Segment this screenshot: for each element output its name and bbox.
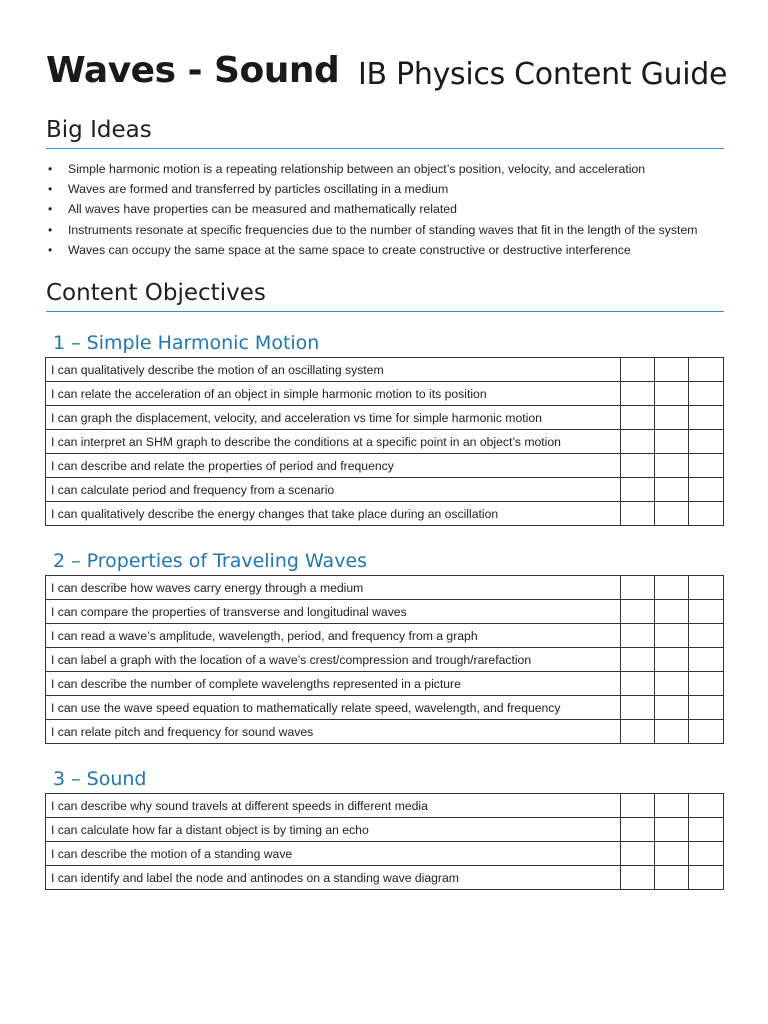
bullet-icon: • — [48, 162, 53, 176]
checkbox-cell-3[interactable] — [689, 818, 724, 842]
section-heading-shm: 1 – Simple Harmonic Motion — [53, 332, 320, 354]
list-item — [46, 240, 746, 260]
checkbox-cell-2[interactable] — [655, 672, 689, 696]
checkbox-cell-2[interactable] — [655, 794, 689, 818]
objective-text: I can read a wave’s amplitude, wavelength, period, and frequency from a graph — [46, 624, 621, 648]
table-row — [46, 720, 724, 744]
table-row — [46, 624, 724, 648]
objective-text: I can interpret an SHM graph to describe the conditions at a specific point in an object’s motion — [46, 430, 621, 454]
content-objectives-heading: Content Objectives — [46, 280, 724, 312]
list-item — [46, 199, 746, 219]
checkbox-cell-3[interactable] — [689, 600, 724, 624]
checkbox-cell-3[interactable] — [689, 454, 724, 478]
checkbox-cell-3[interactable] — [689, 648, 724, 672]
checkbox-cell-2[interactable] — [655, 502, 689, 526]
big-ideas-heading: Big Ideas — [46, 117, 724, 149]
table-row — [46, 600, 724, 624]
objective-text: I can relate pitch and frequency for sound waves — [46, 720, 621, 744]
objective-text: I can compare the properties of transverse and longitudinal waves — [46, 600, 621, 624]
objective-text: I can describe why sound travels at different speeds in different media — [46, 794, 621, 818]
checkbox-cell-3[interactable] — [689, 502, 724, 526]
checkbox-cell-2[interactable] — [655, 720, 689, 744]
big-idea-text: Instruments resonate at specific frequencies due to the number of standing waves that fit in the length of the system — [68, 222, 698, 237]
checkbox-cell-1[interactable] — [621, 866, 655, 890]
checkbox-cell-1[interactable] — [621, 406, 655, 430]
checkbox-cell-2[interactable] — [655, 842, 689, 866]
objective-text: I can describe the motion of a standing wave — [46, 842, 621, 866]
list-item — [46, 220, 746, 240]
table-row — [46, 696, 724, 720]
big-ideas-list — [46, 159, 746, 260]
checkbox-cell-1[interactable] — [621, 672, 655, 696]
checkbox-cell-2[interactable] — [655, 382, 689, 406]
checkbox-cell-2[interactable] — [655, 600, 689, 624]
bullet-icon: • — [48, 182, 53, 197]
checkbox-cell-3[interactable] — [689, 842, 724, 866]
checkbox-cell-2[interactable] — [655, 454, 689, 478]
table-row — [46, 478, 724, 502]
checkbox-cell-3[interactable] — [689, 794, 724, 818]
checkbox-cell-2[interactable] — [655, 696, 689, 720]
objective-text: I can identify and label the node and antinodes on a standing wave diagram — [46, 866, 621, 890]
list-item — [46, 159, 746, 179]
title-row — [46, 50, 728, 100]
checkbox-cell-2[interactable] — [655, 818, 689, 842]
table-row — [46, 454, 724, 478]
table-row — [46, 358, 724, 382]
bullet-icon: • — [48, 222, 53, 237]
section-heading-sound: 3 – Sound — [53, 768, 147, 790]
table-row — [46, 430, 724, 454]
checkbox-cell-3[interactable] — [689, 576, 724, 600]
table-row — [46, 576, 724, 600]
objective-text: I can describe and relate the properties of period and frequency — [46, 454, 621, 478]
objective-text: I can use the wave speed equation to mathematically relate speed, wavelength, and frequency — [46, 696, 621, 720]
checkbox-cell-1[interactable] — [621, 842, 655, 866]
table-row — [46, 648, 724, 672]
checkbox-cell-2[interactable] — [655, 478, 689, 502]
big-idea-text: Waves are formed and transferred by particles oscillating in a medium — [68, 182, 449, 197]
list-item — [46, 179, 746, 199]
checkbox-cell-1[interactable] — [621, 624, 655, 648]
objectives-table-sound — [45, 793, 724, 890]
table-row — [46, 842, 724, 866]
objective-text: I can qualitatively describe the motion of an oscillating system — [46, 358, 621, 382]
checkbox-cell-1[interactable] — [621, 382, 655, 406]
table-row — [46, 502, 724, 526]
big-idea-text: All waves have properties can be measured and mathematically related — [68, 202, 457, 217]
checkbox-cell-1[interactable] — [621, 478, 655, 502]
checkbox-cell-1[interactable] — [621, 454, 655, 478]
checkbox-cell-3[interactable] — [689, 406, 724, 430]
checkbox-cell-2[interactable] — [655, 406, 689, 430]
checkbox-cell-1[interactable] — [621, 818, 655, 842]
big-idea-text: Simple harmonic motion is a repeating relationship between an object’s position, velocity, and acceleration — [68, 162, 646, 176]
objective-text: I can describe how waves carry energy through a medium — [46, 576, 621, 600]
checkbox-cell-1[interactable] — [621, 576, 655, 600]
table-row — [46, 794, 724, 818]
checkbox-cell-3[interactable] — [689, 720, 724, 744]
checkbox-cell-2[interactable] — [655, 648, 689, 672]
section-heading-traveling-waves: 2 – Properties of Traveling Waves — [53, 550, 368, 572]
checkbox-cell-3[interactable] — [689, 624, 724, 648]
objective-text: I can calculate period and frequency from a scenario — [46, 478, 621, 502]
page-title: Waves - Sound — [46, 50, 340, 91]
objective-text: I can relate the acceleration of an object in simple harmonic motion to its position — [46, 382, 621, 406]
checkbox-cell-1[interactable] — [621, 502, 655, 526]
table-row — [46, 406, 724, 430]
checkbox-cell-3[interactable] — [689, 696, 724, 720]
checkbox-cell-2[interactable] — [655, 358, 689, 382]
objective-text: I can label a graph with the location of a wave’s crest/compression and trough/rarefaction — [46, 648, 621, 672]
objective-text: I can describe the number of complete wavelengths represented in a picture — [46, 672, 621, 696]
checkbox-cell-2[interactable] — [655, 576, 689, 600]
checkbox-cell-1[interactable] — [621, 696, 655, 720]
checkbox-cell-2[interactable] — [655, 866, 689, 890]
objectives-table-shm — [45, 357, 724, 526]
table-row — [46, 382, 724, 406]
table-row — [46, 818, 724, 842]
page-subtitle: IB Physics Content Guide — [358, 57, 728, 92]
checkbox-cell-3[interactable] — [689, 478, 724, 502]
checkbox-cell-2[interactable] — [655, 624, 689, 648]
bullet-icon: • — [48, 242, 53, 257]
big-idea-text: Waves can occupy the same space at the same space to create constructive or destructive interference — [68, 242, 631, 257]
objective-text: I can calculate how far a distant object is by timing an echo — [46, 818, 621, 842]
checkbox-cell-3[interactable] — [689, 358, 724, 382]
table-row — [46, 866, 724, 890]
objective-text: I can qualitatively describe the energy changes that take place during an oscillation — [46, 502, 621, 526]
objectives-table-traveling-waves — [45, 575, 724, 744]
checkbox-cell-1[interactable] — [621, 358, 655, 382]
checkbox-cell-3[interactable] — [689, 382, 724, 406]
checkbox-cell-1[interactable] — [621, 648, 655, 672]
bullet-icon: • — [48, 202, 53, 217]
objective-text: I can graph the displacement, velocity, and acceleration vs time for simple harmonic motion — [46, 406, 621, 430]
checkbox-cell-1[interactable] — [621, 430, 655, 454]
checkbox-cell-3[interactable] — [689, 672, 724, 696]
table-row — [46, 672, 724, 696]
checkbox-cell-1[interactable] — [621, 794, 655, 818]
checkbox-cell-1[interactable] — [621, 600, 655, 624]
checkbox-cell-3[interactable] — [689, 430, 724, 454]
checkbox-cell-2[interactable] — [655, 430, 689, 454]
checkbox-cell-3[interactable] — [689, 866, 724, 890]
checkbox-cell-1[interactable] — [621, 720, 655, 744]
